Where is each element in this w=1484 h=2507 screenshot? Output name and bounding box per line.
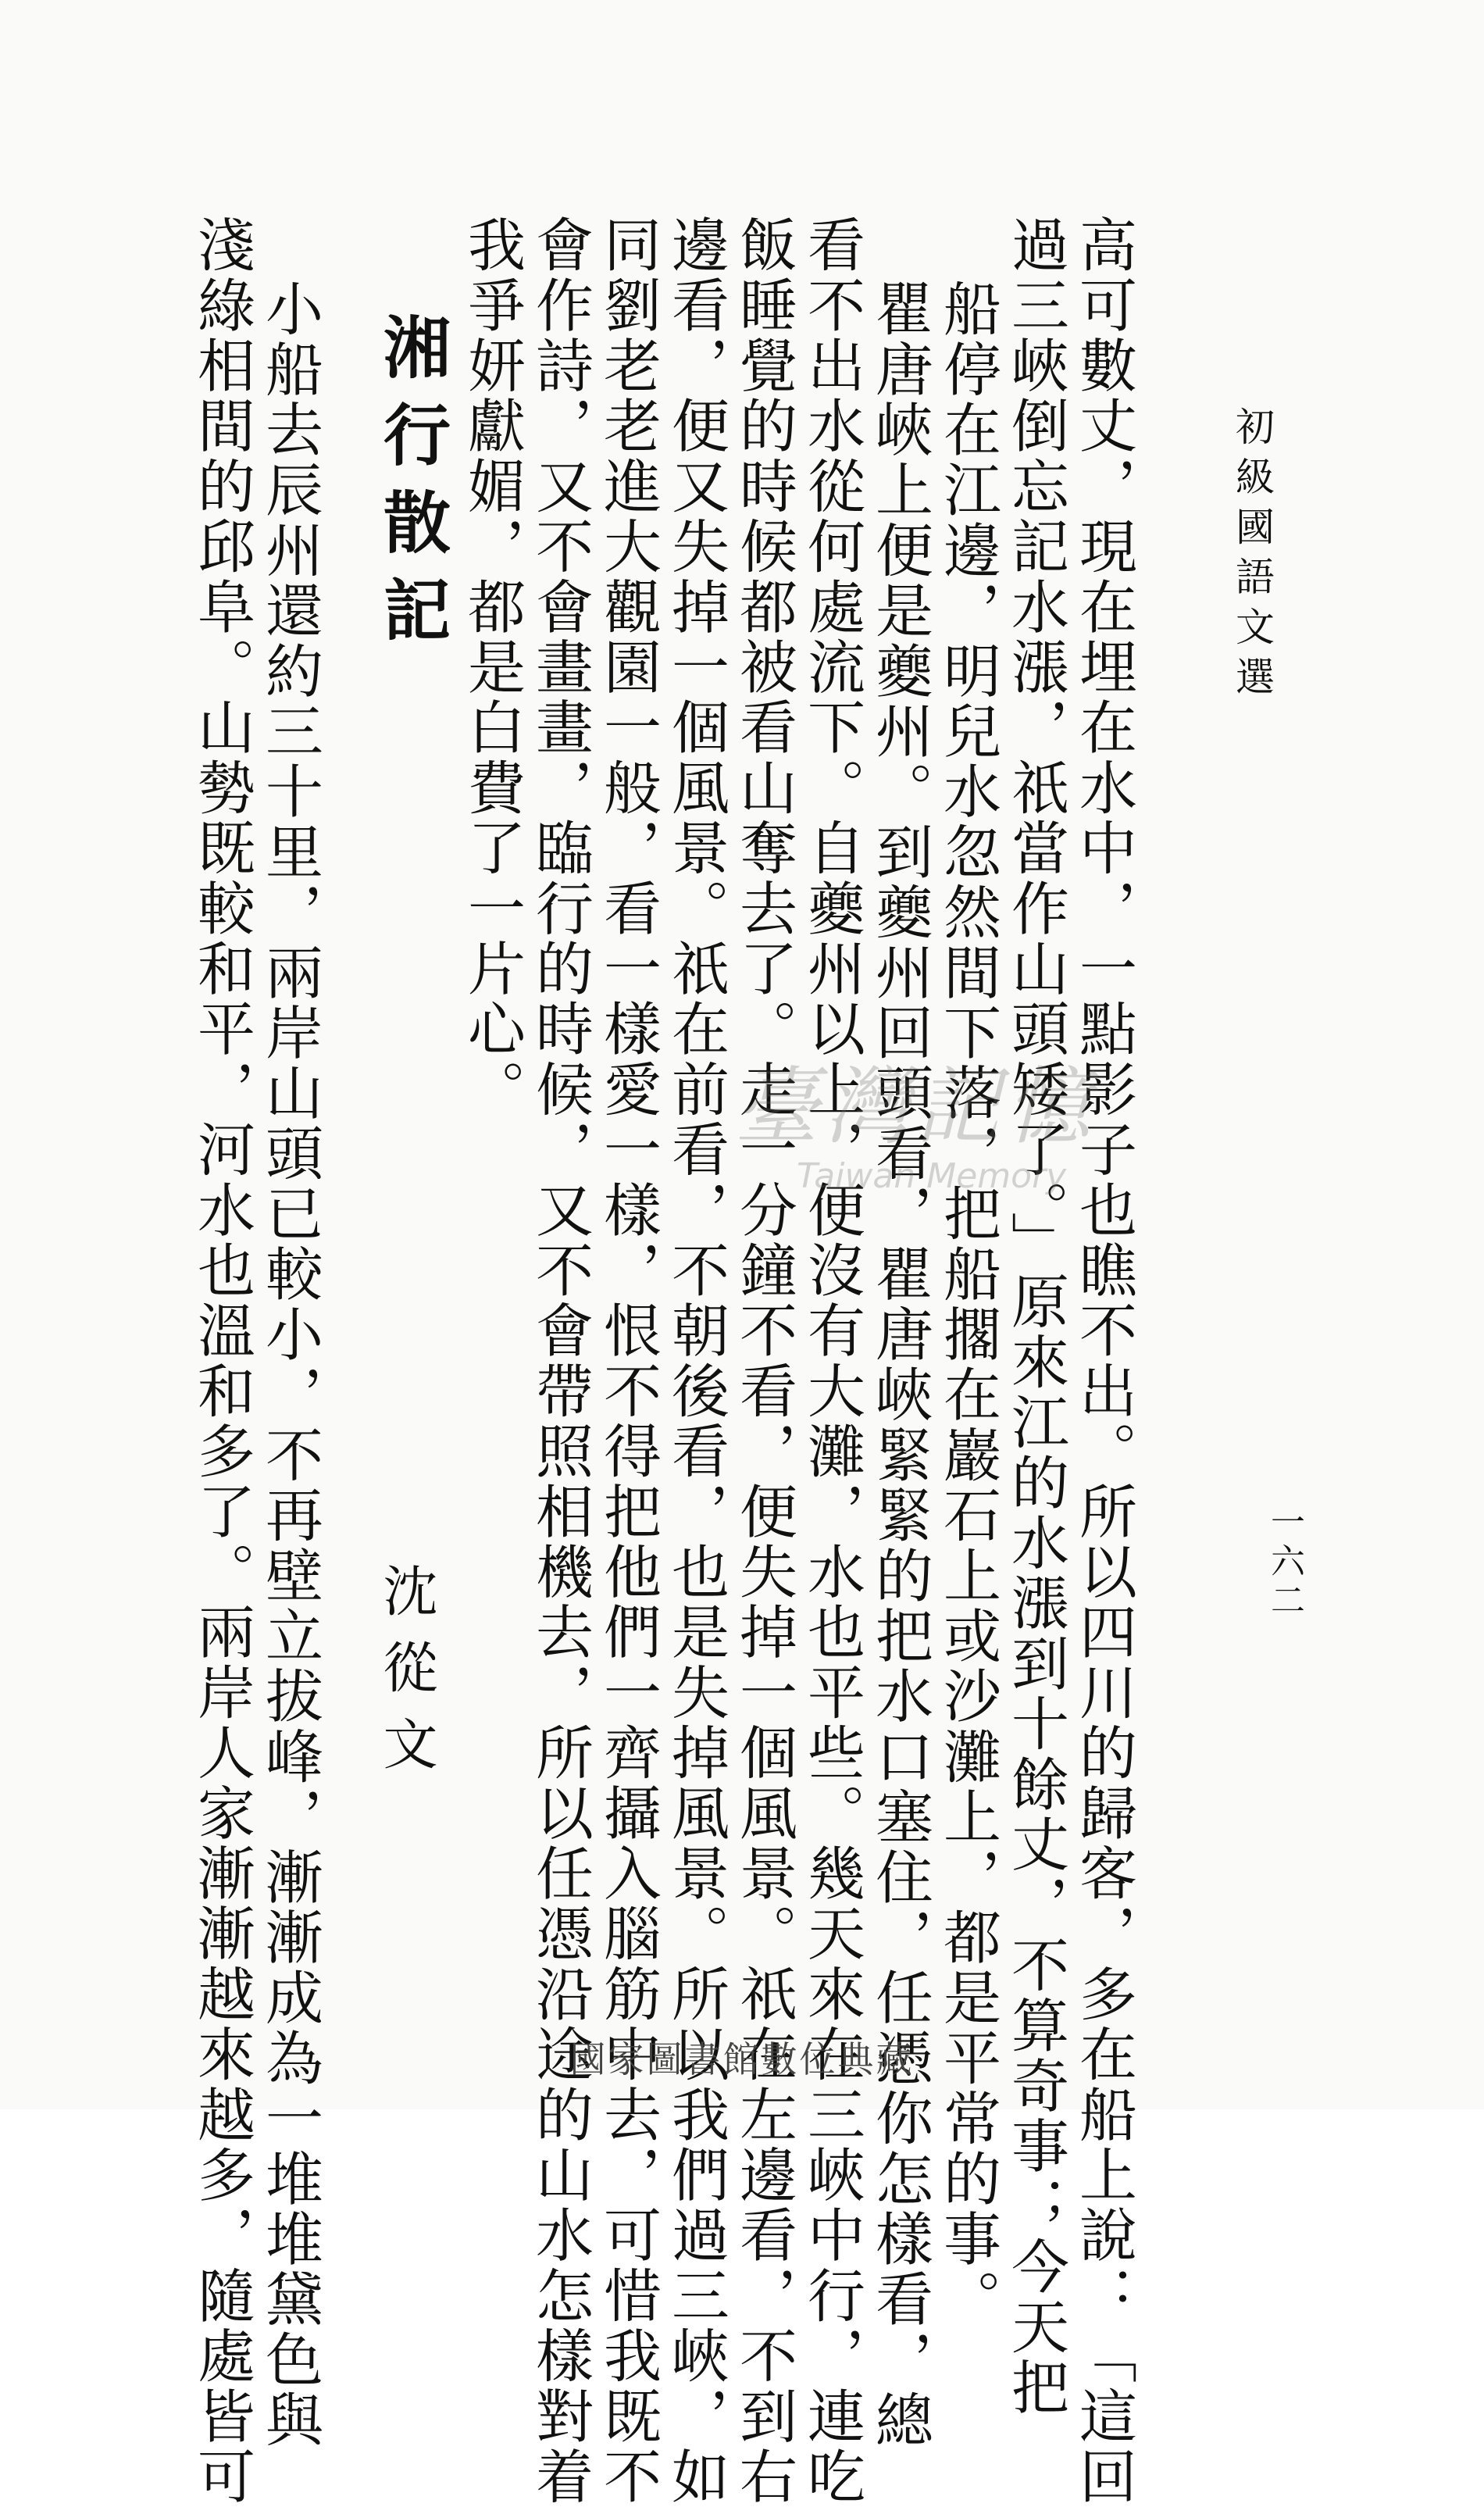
essay-line-1: 小船去辰州還約三十里，兩岸山頭已較小，不再壁立拔峰，漸漸成為一堆堆黛色與 <box>256 279 323 2451</box>
taiwan-memory-watermark <box>734 1039 1203 1219</box>
body-line-1: 高可數丈，現在埋在水中，一點影子也瞧不出。所以四川的歸客，多在船上說：「這回 <box>1070 215 1137 2507</box>
body-line-2: 過三峽倒忘記水漲，祇當作山頭矮了。」原來江的水漲到十餘丈，不算奇事；今天把 <box>1002 215 1069 2418</box>
body-line-5: 看不出水從何處流下。自夔州以上，便沒有大灘，水也平些。幾天來在三峽中行，連吃 <box>798 215 865 2507</box>
essay-author: 沈從文 <box>374 1562 438 1792</box>
running-title: 初級國語文選 <box>1229 406 1275 706</box>
body-line-10: 我爭妍獻媚，都是白費了一片心。 <box>458 215 526 1120</box>
essay-title: 湘行散記 <box>372 312 451 662</box>
collection-footer: 國家圖書館數位典藏 <box>569 2038 915 2080</box>
body-line-3: 船停在江邊，明兒水忽然間下落，把船擱在巖石上或沙灘上，都是平常的事。 <box>934 279 1001 2330</box>
watermark-english: Taiwan Memory <box>797 1156 1067 1196</box>
watermark-chinese: 臺灣記憶 <box>734 1059 1097 1156</box>
body-line-4: 瞿唐峽上便是夔州。到夔州回頭看，瞿唐峽緊緊的把水口塞住，任憑你怎樣看，總 <box>866 279 933 2451</box>
body-line-7: 邊看，便又失掉一個風景。祇在前看，不朝後看，也是失掉風景。所以我們過三峽，如 <box>662 215 730 2507</box>
body-line-8: 同劉老老進大觀園一般，看一樣愛一樣，恨不得把他們一齊攝入腦筋中去，可惜我既不 <box>594 215 662 2507</box>
body-line-9: 會作詩，又不會畫畫，臨行的時候，又不會帶照相機去，所以任憑沿途的山水怎樣對着 <box>526 215 594 2507</box>
body-line-6: 飯睡覺的時候都被看山奪去了。走一分鐘不看，便失掉一個風景。祇在左邊看，不到右 <box>730 215 797 2507</box>
page-number: 一六二 <box>1265 1504 1304 1621</box>
essay-line-2: 淺綠相間的邱阜。山勢既較和平，河水也溫和多了。兩岸人家漸漸越來越多，隨處皆可 <box>188 215 255 2507</box>
